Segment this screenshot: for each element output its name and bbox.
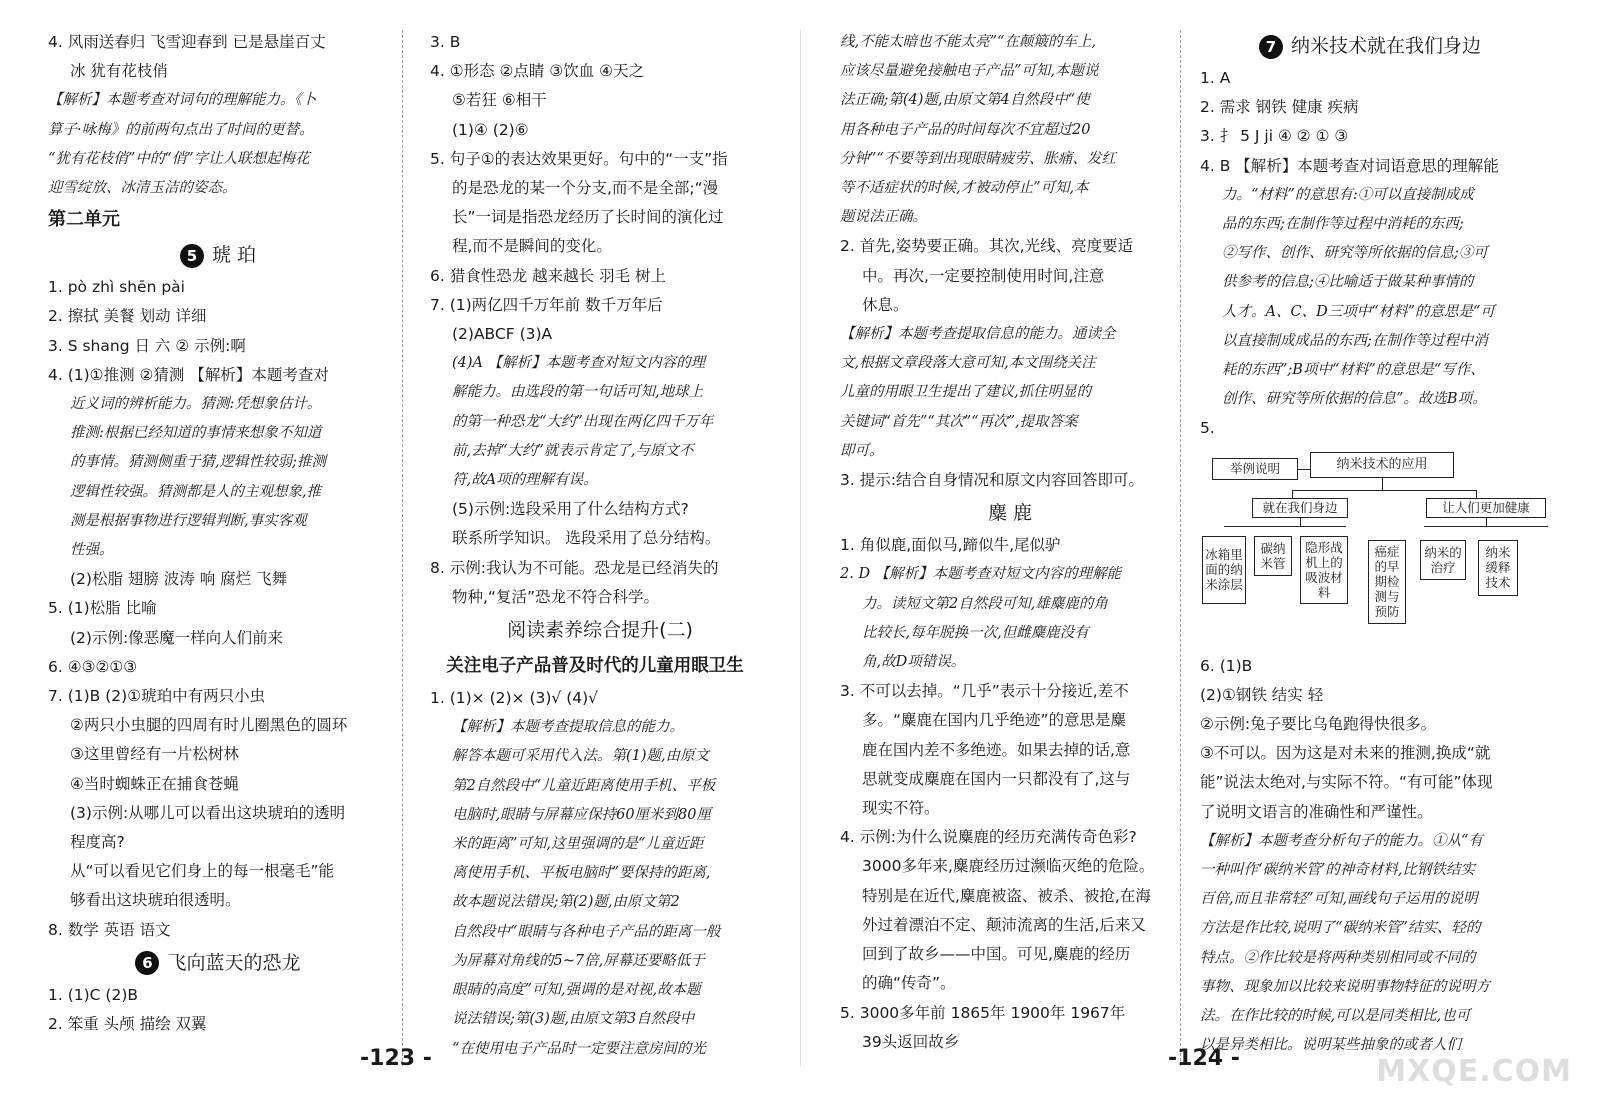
analysis-line: 特点。②作比较是将两种类别相同或不同的 — [1200, 949, 1476, 966]
analysis-line: 离使用手机、平板电脑时”要保持的距离, — [452, 865, 711, 882]
analysis-line: 前,去掉“大约”就表示肯定了,与原文不 — [452, 442, 694, 459]
answer-line: 冰 犹有花枝俏 — [70, 62, 168, 81]
answer-line: ②两只小虫腿的四周有时儿圈黑色的圆环 — [70, 716, 348, 735]
analysis-line: 百倍,而且非常轻”可知,画线句子运用的说明 — [1200, 891, 1478, 908]
lesson-title: 麋 鹿 — [987, 502, 1033, 525]
analysis-line: 说法错误;第(3)题,由原文第3自然段中 — [452, 1011, 695, 1028]
analysis-line: 品的东西;在制作等过程中消耗的东西; — [1222, 216, 1464, 233]
analysis-line: 力。“材料”的意思有:①可以直接制成成 — [1222, 186, 1474, 203]
answer-line: 7. (1)B (2)①琥珀中有两只小虫 — [48, 687, 266, 706]
answer-line: 特别是在近代,麋鹿被盗、被杀、被抢,在海 — [862, 886, 1151, 905]
connector — [1486, 518, 1487, 526]
analysis-line: 一种叫作‘碳纳米管’的神奇材料,比钢铁结实 — [1200, 862, 1475, 879]
column-divider — [1180, 30, 1181, 1066]
analysis-line: 分钟”“不要等到出现眼睛疲劳、胀痛、发红 — [840, 150, 1116, 167]
answer-line: 4. (1)①推测 ②猜测 【解析】本题考查对 — [48, 365, 329, 384]
analysis-line: 眼睛的高度”可知,强调的是对视,故本题 — [452, 982, 701, 999]
connector — [1298, 469, 1310, 470]
answer-line: 3. S shang 日 六 ② 示例:啊 — [48, 336, 246, 355]
connector — [1382, 478, 1383, 490]
answer-line: 6. (1)B — [1200, 656, 1253, 675]
answer-line: 4. B 【解析】本题考查对词语意思的理解能 — [1200, 156, 1499, 175]
answer-line: 3000多年来,麋鹿经历过濒临灭绝的危险。 — [862, 857, 1155, 876]
answer-line: 长”一词是指恐龙经历了长时间的演化过 — [452, 208, 724, 227]
answer-line: 的是恐龙的某一个分支,而不是全部;“漫 — [452, 179, 719, 198]
diagram-root: 纳米技术的应用 — [1310, 452, 1454, 478]
answer-line: 1. pò zhì shēn pài — [48, 278, 185, 297]
answer-line: 2. 需求 钢铁 健康 疾病 — [1200, 98, 1359, 117]
nano-application-diagram — [1192, 452, 1540, 642]
answer-line: 能”说法太绝对,与实际不符。“有可能”体现 — [1200, 773, 1493, 792]
lesson-number-badge: 6 — [135, 951, 159, 975]
analysis-line: 以直接制成成品的东西;在制作等过程中消 — [1222, 332, 1488, 349]
answer-line: 回到了故乡——中国。可见,麋鹿的经历 — [862, 945, 1131, 964]
answer-line: 39头返回故乡 — [862, 1032, 960, 1051]
answer-line: 8. 示例:我认为不可能。恐龙是已经消失的 — [430, 558, 719, 577]
analysis-line: 关键词“首先”“其次”“再次”,提取答案 — [840, 413, 1078, 430]
page-number-right: -124 - — [1168, 1046, 1240, 1071]
answer-line: 1. A — [1200, 69, 1231, 87]
connector — [1224, 526, 1346, 527]
answer-line: 够看出这块琥珀很透明。 — [70, 891, 241, 910]
unit-heading: 第二单元 — [48, 209, 120, 231]
analysis-line: 比较长,每年脱换一次,但雌麋鹿没有 — [862, 624, 1089, 641]
analysis-line: 【解析】本题考查提取信息的能力。 — [452, 719, 684, 736]
answer-line: 4. 风雨送春归 飞雪迎春到 已是悬崖百丈 — [48, 33, 326, 51]
answer-line: 2. 擦拭 美餐 划动 详细 — [48, 307, 207, 326]
analysis-line: 儿童的用眼卫生提出了建议,抓住明显的 — [840, 384, 1092, 401]
analysis-line: 线,不能太暗也不能太亮”“在颠簸的车上, — [840, 34, 1097, 50]
lesson-title-text: 琥 珀 — [211, 244, 257, 267]
answer-line: 3. 扌 5 J ji ④ ② ① ③ — [1200, 127, 1349, 146]
analysis-line: 符,故A项的理解有误。 — [452, 472, 598, 489]
lesson-title-text: 纳米技术就在我们身边 — [1290, 35, 1481, 57]
answer-line: 3. 不可以去掉。“几乎”表示十分接近,差不 — [840, 682, 1129, 701]
answer-line: (1)④ (2)⑥ — [452, 120, 529, 139]
analysis-line: 人才。A、C、D三项中“材料”的意思是“可 — [1222, 303, 1495, 320]
answer-line: 物种,“复活”恐龙不符合科学。 — [452, 587, 659, 606]
answer-line: 的确“传奇”。 — [862, 974, 956, 993]
answer-line: 休息。 — [862, 295, 909, 314]
answer-line: 多。“麋鹿在国内几乎绝迹”的意思是麋 — [862, 711, 1127, 730]
answer-line: (2)ABCF (3)A — [452, 325, 553, 344]
answer-line: ③不可以。因为这是对未来的推测,换成“就 — [1200, 744, 1491, 763]
connector — [1476, 490, 1477, 498]
column-3 — [840, 28, 1180, 1057]
analysis-line: 事物、现象加以比较来说明事物特征的说明方 — [1200, 978, 1490, 995]
column-2 — [430, 28, 770, 1064]
analysis-line: 【解析】本题考查分析句子的能力。①从“有 — [1200, 832, 1483, 849]
analysis-line: 创作、研究等所依据的信息”。故选B项。 — [1222, 391, 1487, 408]
answer-line: 5. 句子①的表达效果更好。句中的“一支”指 — [430, 149, 728, 168]
answer-line: 现实不符。 — [862, 799, 940, 818]
answer-line: 从“可以看见它们身上的每一根毫毛”能 — [70, 862, 335, 881]
lesson-number-badge: 7 — [1259, 35, 1283, 59]
diagram-leaf: 冰箱里面的纳米涂层 — [1202, 536, 1246, 604]
diagram-leaf: 纳米的治疗 — [1420, 540, 1466, 580]
column-4 — [1200, 28, 1540, 1060]
analysis-line: 电脑时,眼睛与屏幕应保持60厘米到80厘 — [452, 806, 712, 823]
answer-line: 5. 3000多年前 1865年 1900年 1967年 — [840, 1003, 1126, 1022]
answer-line: ⑤若狂 ⑥相干 — [452, 91, 547, 110]
analysis-line: 的事情。猜测侧重于猜,逻辑性较弱;推测 — [70, 454, 326, 471]
answer-line: 2. 笨重 头颅 描绘 双翼 — [48, 1015, 207, 1034]
diagram-leaf: 隐形战机上的吸波材料 — [1300, 536, 1348, 604]
diagram-leaf: 纳米缓释技术 — [1478, 540, 1518, 596]
analysis-line: 题说法正确。 — [840, 209, 927, 226]
answer-line: (2)示例:像恶魔一样向人们前来 — [70, 628, 284, 647]
analysis-line: ②写作、创作、研究等所依据的信息;③可 — [1222, 245, 1488, 262]
lesson-title — [48, 945, 388, 981]
analysis-line: 测是根据事物进行逻辑判断,事实客观 — [70, 512, 307, 529]
analysis-line: 即可。 — [840, 442, 884, 459]
analysis-line: “在使用电子产品时一定要注意房间的光 — [452, 1040, 706, 1057]
analysis-line: “犹有花枝俏”中的“俏”字让人联想起梅花 — [48, 150, 310, 167]
analysis-line: 近义词的辨析能力。猜测:凭想象估计。 — [70, 396, 322, 413]
analysis-line: 法。在作比较的时候,可以是同类相比,也可 — [1200, 1008, 1471, 1025]
answer-line: 程度高? — [70, 833, 125, 852]
answer-line: 了说明文语言的准确性和严谨性。 — [1200, 802, 1433, 821]
answer-line: 联系所学知识。 选段采用了总分结构。 — [452, 529, 721, 548]
answer-line: (2)松脂 翅膀 波涛 响 腐烂 飞舞 — [70, 570, 288, 589]
answer-line: 8. 数学 英语 语文 — [48, 920, 171, 939]
analysis-line: 法正确;第(4)题,由原文第4自然段中“使 — [840, 92, 1090, 109]
answer-line: 中。再次,一定要控制使用时间,注意 — [862, 266, 1105, 285]
answer-line: 7. (1)两亿四千万年前 数千万年后 — [430, 295, 663, 314]
analysis-line: 性强。 — [70, 542, 114, 559]
page-number-left: -123 - — [360, 1046, 432, 1071]
analysis-line: 用各种电子产品的时间每次不宜超过20 — [840, 121, 1091, 138]
answer-line: 6. 猎食性恐龙 越来越长 羽毛 树上 — [430, 266, 666, 285]
answer-line: 3. B — [430, 33, 461, 51]
answer-line: 1. 角似鹿,面似马,蹄似牛,尾似驴 — [840, 536, 1061, 555]
answer-line: 5. (1)松脂 比喻 — [48, 599, 157, 618]
analysis-line: 故本题说法错误;第(2)题,由原文第2 — [452, 894, 680, 911]
analysis-line: 为屏幕对角线的5~7倍,屏幕还要略低于 — [452, 952, 705, 969]
answer-line: ②示例:兔子要比乌龟跑得快很多。 — [1200, 715, 1437, 734]
diagram-side-label: 举例说明 — [1212, 458, 1298, 480]
answer-line: 3. 提示:结合自身情况和原文内容回答即可。 — [840, 471, 1144, 490]
analysis-line: 力。读短文第2自然段可知,雄麋鹿的角 — [862, 595, 1108, 612]
column-divider — [402, 30, 403, 1066]
answer-line: 4. ①形态 ②点睛 ③饮血 ④天之 — [430, 62, 645, 81]
answer-line: 鹿在国内差不多绝迹。如果去掉的话,意 — [862, 740, 1131, 759]
answer-line: 思就变成麋鹿在国内一只都没有了,这与 — [862, 769, 1131, 788]
answer-line: (5)示例:选段采用了什么结构方式? — [452, 500, 689, 519]
diagram-leaf: 碳纳米管 — [1254, 536, 1292, 576]
analysis-line: 文,根据文章段落大意可知,本文围绕关注 — [840, 355, 1096, 372]
lesson-title-text: 飞向蓝天的恐龙 — [167, 951, 301, 974]
answer-line: 1. (1)C (2)B — [48, 985, 139, 1004]
answer-line: 外过着漂泊不定、颠沛流离的生活,后来又 — [862, 915, 1146, 934]
diagram-branch: 让人们更加健康 — [1426, 498, 1546, 518]
analysis-line: 应该尽量避免接触电子产品”可知,本题说 — [840, 63, 1099, 80]
analysis-line: 【解析】本题考查提取信息的能力。通读全 — [840, 326, 1116, 343]
article-title: 关注电子产品普及时代的儿童用眼卫生 — [446, 656, 744, 677]
answer-line: 1. (1)× (2)× (3)√ (4)√ — [430, 689, 599, 708]
analysis-line: 以是异类相比。说明某些抽象的或者人们 — [1200, 1037, 1461, 1054]
analysis-line: (4)A 【解析】本题考查对短文内容的理 — [452, 355, 706, 372]
answer-line: 6. ④③②①③ — [48, 657, 138, 676]
analysis-line: 【解析】本题考查对词句的理解能力。《卜 — [48, 92, 317, 109]
analysis-line: 角,故D项错误。 — [862, 654, 966, 671]
analysis-line: 解答本题可采用代入法。第(1)题,由原文 — [452, 748, 710, 765]
analysis-line: 2. D 【解析】本题考查对短文内容的理解能 — [840, 566, 1122, 583]
analysis-line: 迎雪绽放、冰清玉洁的姿态。 — [48, 180, 237, 197]
answer-line: ④当时蜘蛛正在捕食苍蝇 — [70, 774, 239, 793]
analysis-line: 解能力。由选段的第一句话可知,地球上 — [452, 384, 704, 401]
analysis-line: 等不适症状的时候,才被动停止”可知,本 — [840, 180, 1089, 197]
answer-line: 2. 首先,姿势要正确。其次,光线、亮度要适 — [840, 237, 1134, 256]
watermark: MXQE.COM — [1376, 1054, 1572, 1089]
analysis-line: 算子·咏梅》的前两句点出了时间的更替。 — [48, 121, 314, 138]
answer-line: (2)①钢铁 结实 轻 — [1200, 685, 1324, 704]
section-title: 阅读素养综合提升(二) — [507, 619, 693, 642]
analysis-line: 方法是作比较,说明了“碳纳米管”结实、轻的 — [1200, 920, 1481, 937]
page-gutter — [800, 30, 801, 1066]
connector — [1424, 526, 1548, 527]
analysis-line: 推测:根据已经知道的事情来想象不知道 — [70, 425, 322, 442]
lesson-title — [1200, 28, 1540, 64]
answer-line: 程,而不是瞬间的变化。 — [452, 237, 612, 256]
answer-line: 5. — [1200, 419, 1215, 438]
diagram-leaf: 癌症的早期检测与预防 — [1368, 540, 1406, 624]
answer-line: ③这里曾经有一片松树林 — [70, 745, 239, 764]
lesson-number-badge: 5 — [180, 244, 204, 268]
analysis-line: 米的距离”可知,这里强调的是“儿童近距 — [452, 836, 704, 853]
connector — [1292, 490, 1476, 491]
analysis-line: 耗的东西”;B项中“材料”的意思是“写作、 — [1222, 362, 1485, 379]
connector — [1292, 490, 1293, 498]
analysis-line: 供参考的信息;④比喻适于做某种事情的 — [1222, 274, 1474, 291]
diagram-branch: 就在我们身边 — [1252, 498, 1348, 518]
answer-line: (3)示例:从哪儿可以看出这块琥珀的透明 — [70, 803, 346, 822]
lesson-title — [48, 237, 388, 273]
analysis-line: 的第一种恐龙“大约”出现在两亿四千万年 — [452, 413, 714, 430]
analysis-line: 第2自然段中“儿童近距离使用手机、平板 — [452, 777, 716, 794]
connector — [1300, 518, 1301, 526]
analysis-line: 逻辑性较强。猜测都是人的主观想象,推 — [70, 483, 322, 500]
answer-line: 4. 示例:为什么说麋鹿的经历充满传奇色彩? — [840, 828, 1137, 847]
column-1 — [48, 28, 388, 1039]
analysis-line: 自然段中“眼睛与各种电子产品的距离一般 — [452, 923, 721, 940]
